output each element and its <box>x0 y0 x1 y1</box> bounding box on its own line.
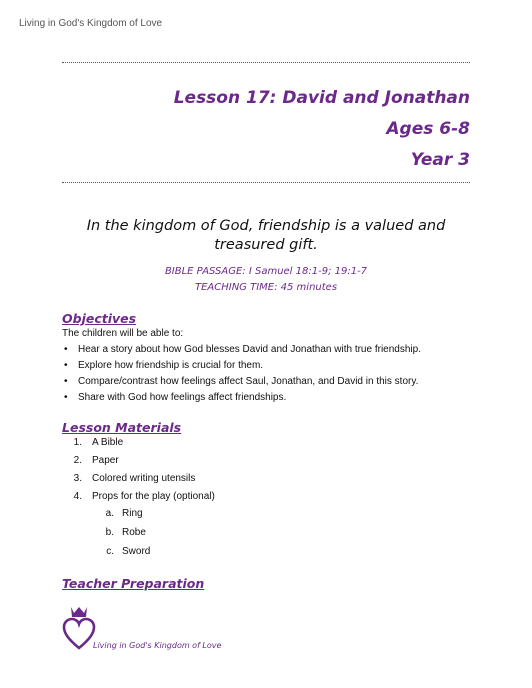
list-letter: a. <box>105 508 114 519</box>
lesson-title: Lesson 17: David and Jonathan <box>173 88 470 108</box>
props-list <box>100 504 150 561</box>
list-number: 3. <box>73 473 82 484</box>
materials-list <box>62 434 215 506</box>
material-item <box>62 434 215 452</box>
teaching-time: TEACHING TIME: 45 minutes <box>194 282 338 293</box>
objective-item: • Explore how friendship is crucial for them. <box>62 358 421 374</box>
teacher-prep-heading: Teacher Preparation <box>62 576 205 591</box>
objective-item: • Compare/contrast how feelings affect Saul, Jonathan, and David in this story. <box>62 374 421 390</box>
bottom-divider <box>62 182 470 183</box>
footer-text: Living in God's Kingdom of Love <box>93 641 222 650</box>
material-item <box>62 470 215 488</box>
material-text: Props for the play (optional) <box>92 491 215 502</box>
objectives-heading: Objectives <box>62 311 137 326</box>
prop-text: Sword <box>122 546 151 557</box>
top-divider <box>62 62 470 63</box>
running-header: Living in God's Kingdom of Love <box>19 18 163 29</box>
material-item <box>62 452 215 470</box>
bible-passage: BIBLE PASSAGE: I Samuel 18:1-9; 19:1-7 <box>164 266 368 277</box>
lesson-tagline: In the kingdom of God, friendship is a valued and treasured gift. <box>86 218 446 253</box>
material-text: A Bible <box>92 437 124 448</box>
objectives-list <box>62 342 421 406</box>
list-number: 2. <box>73 455 82 466</box>
list-number: 4. <box>73 491 82 502</box>
list-letter: c. <box>106 546 114 557</box>
objective-item: • Hear a story about how God blesses David and Jonathan with true friendship. <box>62 342 421 358</box>
materials-heading: Lesson Materials <box>62 420 182 435</box>
objectives-intro: The children will be able to: <box>62 328 184 339</box>
material-text: Colored writing utensils <box>92 473 196 484</box>
prop-item <box>100 504 150 523</box>
crowned-heart-icon <box>62 604 96 652</box>
prop-text: Ring <box>122 508 143 519</box>
prop-text: Robe <box>122 527 146 538</box>
prop-item <box>100 523 150 542</box>
list-number: 1. <box>73 437 82 448</box>
list-letter: b. <box>105 527 114 538</box>
material-text: Paper <box>92 455 119 466</box>
objective-item: • Share with God how feelings affect friendships. <box>62 390 421 406</box>
age-range: Ages 6-8 <box>386 119 470 139</box>
prop-item <box>100 542 150 561</box>
year-label: Year 3 <box>410 150 470 170</box>
